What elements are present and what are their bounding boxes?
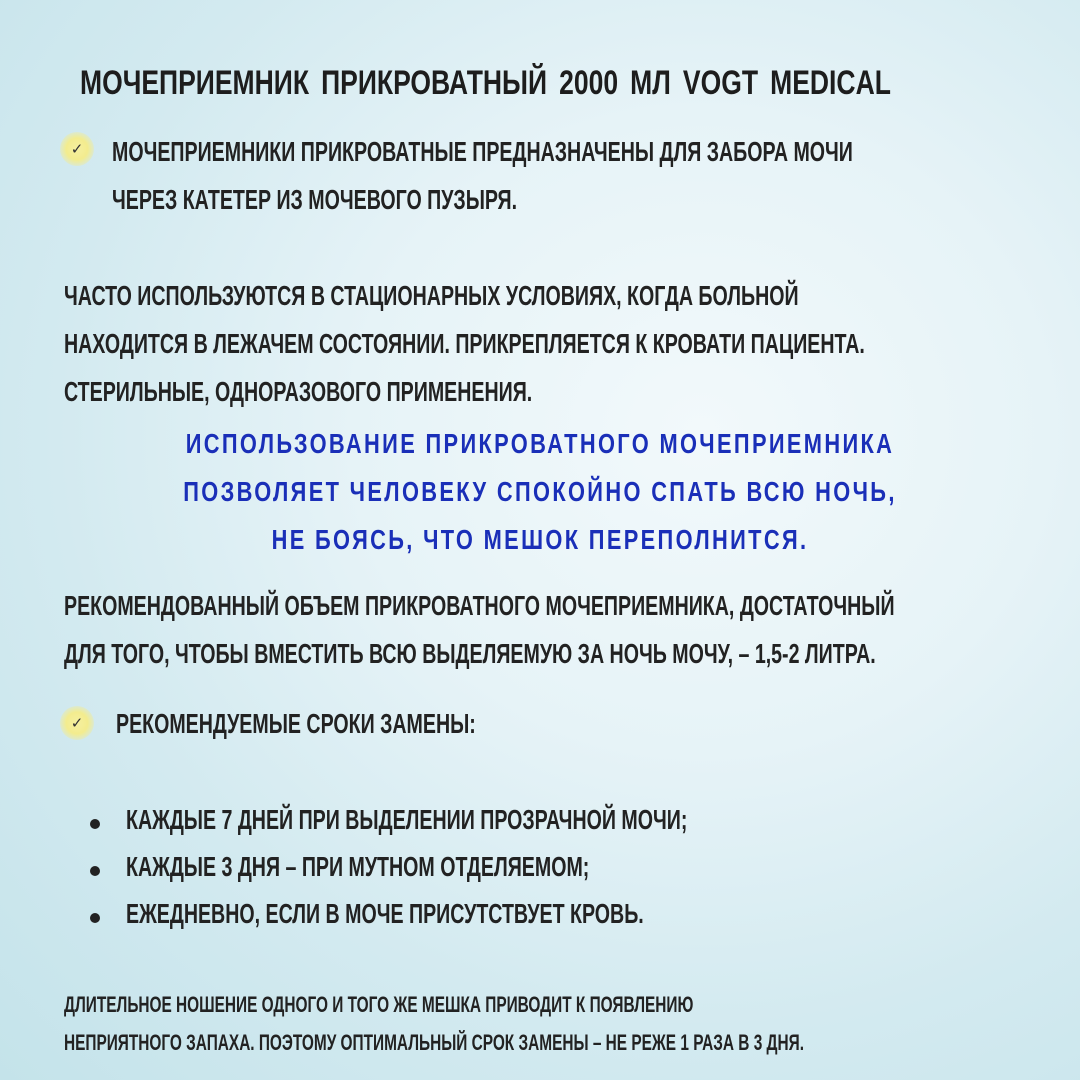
intro-line-2: ЧЕРЕЗ КАТЕТЕР ИЗ МОЧЕВОГО ПУЗЫРЯ. [112, 184, 518, 215]
page-title: МОЧЕПРИЕМНИК ПРИКРОВАТНЫЙ 2000 МЛ VOGT MEDICAL [80, 64, 891, 102]
footnote-line-1: ДЛИТЕЛЬНОЕ НОШЕНИЕ ОДНОГО И ТОГО ЖЕ МЕШКА ПРИВОДИТ К ПОЯВЛЕНИЮ [64, 992, 694, 1017]
footnote-line-2: НЕПРИЯТНОГО ЗАПАХА. ПОЭТОМУ ОПТИМАЛЬНЫЙ СРОК ЗАМЕНЫ – НЕ РЕЖЕ 1 РАЗА В 3 ДНЯ. [64, 1030, 804, 1055]
replacement-heading: РЕКОМЕНДУЕМЫЕ СРОКИ ЗАМЕНЫ: [116, 708, 476, 739]
checkmark-glyph: ✓ [70, 141, 84, 158]
usage-line-2: НАХОДИТСЯ В ЛЕЖАЧЕМ СОСТОЯНИИ. ПРИКРЕПЛЯЕТСЯ К КРОВАТИ ПАЦИЕНТА. [64, 328, 865, 359]
intro-line-1: МОЧЕПРИЕМНИКИ ПРИКРОВАТНЫЕ ПРЕДНАЗНАЧЕНЫ ДЛЯ ЗАБОРА МОЧИ [112, 136, 853, 167]
list-item: КАЖДЫЕ 3 ДНЯ – ПРИ МУТНОМ ОТДЕЛЯЕМОМ; [126, 851, 590, 882]
usage-line-3: СТЕРИЛЬНЫЕ, ОДНОРАЗОВОГО ПРИМЕНЕНИЯ. [64, 376, 533, 407]
checkmark-glyph: ✓ [70, 715, 84, 732]
usage-line-1: ЧАСТО ИСПОЛЬЗУЮТСЯ В СТАЦИОНАРНЫХ УСЛОВИЯХ, КОГДА БОЛЬНОЙ [64, 280, 799, 311]
bullet-dot [90, 819, 100, 829]
volume-line-2: ДЛЯ ТОГО, ЧТОБЫ ВМЕСТИТЬ ВСЮ ВЫДЕЛЯЕМУЮ ЗА НОЧЬ МОЧУ, – 1,5-2 ЛИТРА. [64, 638, 876, 669]
list-item: КАЖДЫЕ 7 ДНЕЙ ПРИ ВЫДЕЛЕНИИ ПРОЗРАЧНОЙ МОЧИ; [126, 804, 688, 835]
list-item: ЕЖЕДНЕВНО, ЕСЛИ В МОЧЕ ПРИСУТСТВУЕТ КРОВЬ. [126, 898, 644, 929]
highlight-line-3: НЕ БОЯСЬ, ЧТО МЕШОК ПЕРЕПОЛНИТСЯ. [271, 524, 809, 555]
volume-line-1: РЕКОМЕНДОВАННЫЙ ОБЪЕМ ПРИКРОВАТНОГО МОЧЕПРИЕМНИКА, ДОСТАТОЧНЫЙ [64, 590, 895, 621]
bullet-dot [90, 913, 100, 923]
highlight-line-2: ПОЗВОЛЯЕТ ЧЕЛОВЕКУ СПОКОЙНО СПАТЬ ВСЮ НОЧЬ, [183, 476, 897, 507]
highlight-line-1: ИСПОЛЬЗОВАНИЕ ПРИКРОВАТНОГО МОЧЕПРИЕМНИКА [185, 428, 895, 459]
checkmark-icon [60, 132, 94, 166]
bullet-dot [90, 866, 100, 876]
checkmark-icon [60, 706, 94, 740]
